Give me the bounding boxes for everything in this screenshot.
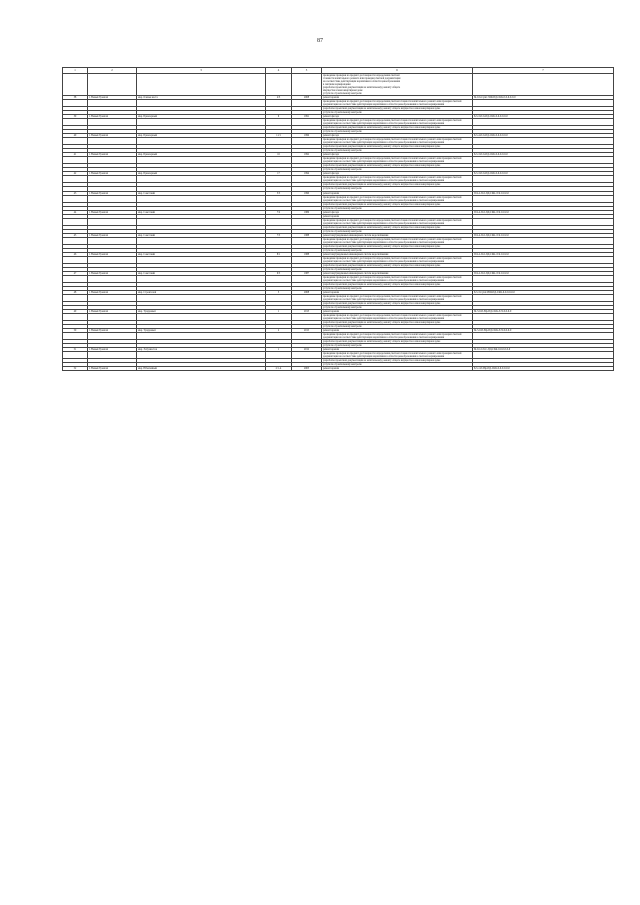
cell xyxy=(63,256,88,263)
cell xyxy=(292,256,322,263)
year-cell: 1994 xyxy=(292,172,322,176)
street-cell: мкр. Приозерный xyxy=(137,134,266,138)
cell xyxy=(292,333,322,340)
work-description: услуги по строительному контролю xyxy=(322,248,473,252)
column-header: 3 xyxy=(137,68,266,74)
work-description: разработка проектной документации на капитальному ремонту общего имущества в многоквартирном доме xyxy=(322,359,473,363)
work-type-cell: ремонт кровли xyxy=(322,96,473,100)
cell xyxy=(63,138,88,145)
street-cell: мкр. Строителей xyxy=(137,290,266,294)
column-header: 4 xyxy=(266,68,292,74)
cell xyxy=(292,275,322,282)
year-cell: 2015 xyxy=(292,329,322,333)
continuation-line: разработка проектной документации на капитальному ремонту общего xyxy=(323,86,401,90)
cell xyxy=(266,138,292,145)
year-cell: 1999 xyxy=(292,134,322,138)
cell xyxy=(266,294,292,301)
work-description: разработка проектной документации на капитальному ремонту общего имущества в многоквартирном доме xyxy=(322,126,473,130)
cell xyxy=(63,237,88,244)
year-cell: 1988 xyxy=(292,252,322,256)
row-number: 38 xyxy=(63,96,88,100)
work-description: разработка проектной документации на капитальному ремонту общего имущества в многоквартирном доме xyxy=(322,340,473,344)
object-code-cell: Б-5-3-П-6-ПД-СКК-0-0-0-0-0-0 xyxy=(473,153,614,157)
work-description: услуги по строительному контролю xyxy=(322,286,473,290)
table-subrow xyxy=(63,237,614,244)
cell xyxy=(137,74,266,96)
cell xyxy=(473,314,614,321)
work-description: разработка проектной документации на капитальному ремонту общего имущества в многоквартирном доме xyxy=(322,244,473,248)
work-description: разработка проектной документации на капитальному ремонту общего имущества в многоквартирном доме xyxy=(322,282,473,286)
object-code-cell: П-9-2-П-6-ПД-СКК-Л-Ч-0-0-0-0 xyxy=(473,252,614,256)
row-number: 42 xyxy=(63,172,88,176)
cell xyxy=(88,275,137,282)
work-description: проведение проверки на предмет достоверности определения сметной стоимости капитального ремонта или проверки сметной документации на соответствие действующим нормативам в области ценообразования в сметном нормировании xyxy=(322,157,473,164)
house-cell: 1 xyxy=(266,309,292,313)
city-cell: г. Новый Уренгой xyxy=(88,96,137,100)
house-cell: 17 xyxy=(266,172,292,176)
work-description: услуги по строительному контролю xyxy=(322,363,473,367)
cell xyxy=(266,195,292,202)
cell xyxy=(88,157,137,164)
work-description: разработка проектной документации на капитальному ремонту общего имущества в многоквартирном доме xyxy=(322,301,473,305)
street-cell: мкр. Тундровый xyxy=(137,329,266,333)
work-type-cell: ремонт кровли xyxy=(322,290,473,294)
work-description: разработка проектной документации на капитальному ремонту общего имущества в многоквартирном доме xyxy=(322,263,473,267)
cell xyxy=(266,74,292,96)
capital-repair-table xyxy=(62,67,614,371)
row-number: 44 xyxy=(63,210,88,214)
cell xyxy=(322,74,473,96)
work-description: разработка проектной документации на капитальному ремонту общего имущества в многоквартирном доме xyxy=(322,164,473,168)
cell xyxy=(63,195,88,202)
street-cell: мкр. Приозерный xyxy=(137,115,266,119)
cell xyxy=(63,218,88,225)
table-subrow xyxy=(63,218,614,225)
work-description: услуги по строительному контролю xyxy=(322,344,473,348)
cell xyxy=(137,218,266,225)
year-cell: 2003 xyxy=(292,367,322,371)
object-code-cell: М-3-0-П-Вф-ПД-СКК-Л-Ч-0-0-0-0 xyxy=(473,309,614,313)
work-description: разработка проектной документации на капитальному ремонту общего имущества в многоквартирном доме xyxy=(322,321,473,325)
cell xyxy=(473,237,614,244)
street-cell: мкр. Советский xyxy=(137,191,266,195)
cell xyxy=(63,294,88,301)
street-cell: мкр. Энтузиастов xyxy=(137,348,266,352)
continuation-line: стоимости капитального ремонта или проверки сметной документации xyxy=(323,77,401,81)
object-code-cell: М-9-12-П-С-ПД-СКК-0-0-0-0-0-0 xyxy=(473,348,614,352)
cell xyxy=(292,119,322,126)
object-code-cell: Б-5-3-П-6-ПД-СКК-0-0-0-0-0-0 xyxy=(473,172,614,176)
year-cell: 1990 xyxy=(292,191,322,195)
cell xyxy=(292,138,322,145)
city-cell: г. Новый Уренгой xyxy=(88,153,137,157)
row-number: 51 xyxy=(63,348,88,352)
city-cell: г. Новый Уренгой xyxy=(88,191,137,195)
work-description: проведение проверки на предмет достоверности определения сметной стоимости капитального ремонта или проверки сметной документации на соответствие действующим нормативам в области ценообразования в сметном нормировании xyxy=(322,333,473,340)
house-cell: 7/2 xyxy=(266,210,292,214)
work-type-cell: ремонт кровли xyxy=(322,348,473,352)
cell xyxy=(292,352,322,359)
year-cell: 2008 xyxy=(292,96,322,100)
cell xyxy=(473,176,614,183)
cell xyxy=(473,294,614,301)
row-number: 40 xyxy=(63,134,88,138)
table-subrow xyxy=(63,119,614,126)
cell xyxy=(473,100,614,107)
work-type-cell: ремонт внутридомовых инженерных систем водоснабжения xyxy=(322,233,473,237)
city-cell: г. Новый Уренгой xyxy=(88,233,137,237)
cell xyxy=(266,157,292,164)
cell xyxy=(473,119,614,126)
work-description: услуги по строительному контролю xyxy=(322,111,473,115)
work-description: услуги по строительному контролю xyxy=(322,305,473,309)
work-description: проведение проверки на предмет достоверности определения сметной стоимости капитального ремонта или проверки сметной документации на соответствие действующим нормативам в области ценообразования в сметном нормировании xyxy=(322,176,473,183)
table-subrow xyxy=(63,314,614,321)
cell xyxy=(292,195,322,202)
cell xyxy=(137,195,266,202)
cell xyxy=(266,176,292,183)
cell xyxy=(137,256,266,263)
page-number: 87 xyxy=(317,38,323,44)
row-number: 43 xyxy=(63,191,88,195)
cell xyxy=(266,275,292,282)
row-number: 47 xyxy=(63,271,88,275)
table-subrow xyxy=(63,138,614,145)
year-cell: 1987 xyxy=(292,271,322,275)
house-cell: 1 xyxy=(266,348,292,352)
house-cell: 3/5 xyxy=(266,191,292,195)
house-cell: 9/5 xyxy=(266,271,292,275)
cell xyxy=(266,314,292,321)
house-cell: 16 xyxy=(266,153,292,157)
cell xyxy=(63,314,88,321)
work-type-cell: ремонт фасада xyxy=(322,115,473,119)
city-cell: г. Новый Уренгой xyxy=(88,271,137,275)
row-number: 45 xyxy=(63,233,88,237)
work-description: проведение проверки на предмет достоверности определения сметной стоимости капитального ремонта или проверки сметной документации на соответствие действующим нормативам в области ценообразования в сметном нормировании xyxy=(322,237,473,244)
cell xyxy=(292,100,322,107)
row-number: 41 xyxy=(63,153,88,157)
cell xyxy=(292,237,322,244)
work-description: проведение проверки на предмет достоверности определения сметной стоимости капитального ремонта или проверки сметной документации на соответствие действующим нормативам в области ценообразования в сметном нормировании xyxy=(322,138,473,145)
cell xyxy=(63,119,88,126)
column-header: 1 xyxy=(63,68,88,74)
city-cell: г. Новый Уренгой xyxy=(88,367,137,371)
table-subrow xyxy=(63,195,614,202)
row-number: 50 xyxy=(63,329,88,333)
house-cell: 7/5 xyxy=(266,233,292,237)
work-description: услуги по строительному контролю xyxy=(322,229,473,233)
cell xyxy=(137,294,266,301)
cell xyxy=(63,176,88,183)
cell xyxy=(292,74,322,96)
work-description: проведение проверки на предмет достоверности определения сметной стоимости капитального ремонта или проверки сметной документации на соответствие действующим нормативам в области ценообразования в сметном нормировании xyxy=(322,294,473,301)
city-cell: г. Новый Уренгой xyxy=(88,172,137,176)
cell xyxy=(266,218,292,225)
work-description: услуги по строительному контролю xyxy=(322,168,473,172)
cell xyxy=(473,275,614,282)
street-cell: мкр. Юбилейный xyxy=(137,367,266,371)
house-cell: 2 xyxy=(266,329,292,333)
cell xyxy=(137,100,266,107)
table-row xyxy=(63,367,614,371)
work-type-cell: ремонт кровли xyxy=(322,329,473,333)
object-code-cell: М-5-0-П-Вф-ПД-СКК-Л-Ч-0-0-0-0 xyxy=(473,329,614,333)
work-type-cell: ремонт фасада xyxy=(322,134,473,138)
year-cell: 2012 xyxy=(292,348,322,352)
cell xyxy=(137,314,266,321)
continuation-line: на соответствие действующим нормативам в области ценообразования xyxy=(323,80,400,84)
cell xyxy=(137,176,266,183)
work-description: проведение проверки на предмет достоверности определения сметной стоимости капитального ремонта или проверки сметной документации на соответствие действующим нормативам в области ценообразования в сметном нормировании xyxy=(322,256,473,263)
cell xyxy=(88,176,137,183)
work-description: услуги по строительному контролю xyxy=(322,267,473,271)
column-header: 5 xyxy=(292,68,322,74)
work-description: услуги по строительному контролю xyxy=(322,149,473,153)
work-description: услуги по строительному контролю xyxy=(322,206,473,210)
cell xyxy=(88,195,137,202)
column-header: 6 xyxy=(322,68,473,74)
house-cell: 11/1 xyxy=(266,134,292,138)
city-cell: г. Новый Уренгой xyxy=(88,115,137,119)
cell xyxy=(266,119,292,126)
table-subrow xyxy=(63,352,614,359)
object-code-cell: Б-5-4-П-6-ПД-СКК-0-0-0-0-0-0 xyxy=(473,134,614,138)
cell xyxy=(88,100,137,107)
object-code-cell: Б-5-3-П-6-ПД-СКК-0-0-0-0-0-0 xyxy=(473,115,614,119)
cell xyxy=(137,275,266,282)
cell xyxy=(63,333,88,340)
object-code-cell: П-9-2-П-6-ПД-СКК-Л-Ч-0-0-0-0 xyxy=(473,271,614,275)
cell xyxy=(473,333,614,340)
year-cell: 1986 xyxy=(292,210,322,214)
work-description: услуги по строительному контролю xyxy=(322,187,473,191)
cell xyxy=(63,352,88,359)
table-subrow xyxy=(63,176,614,183)
cell xyxy=(88,119,137,126)
work-description: проведение проверки на предмет достоверности определения сметной стоимости капитального ремонта или проверки сметной документации на соответствие действующим нормативам в области ценообразования в сметном нормировании xyxy=(322,352,473,359)
street-cell: мкр. Советский xyxy=(137,233,266,237)
cell xyxy=(88,218,137,225)
city-cell: г. Новый Уренгой xyxy=(88,348,137,352)
cell xyxy=(266,256,292,263)
object-code-cell: М-0-6-Сушт-ЧШ-ПД-СКК-0-0-0-0-0-0 xyxy=(473,96,614,100)
year-cell: 1988 xyxy=(292,233,322,237)
work-description: услуги по строительному контролю xyxy=(322,325,473,329)
cell xyxy=(292,218,322,225)
street-cell: мкр. Приозерный xyxy=(137,172,266,176)
work-description: проведение проверки на предмет достоверности определения сметной стоимости капитального ремонта или проверки сметной документации на соответствие действующим нормативам в области ценообразования в сметном нормировании xyxy=(322,100,473,107)
city-cell: г. Новый Уренгой xyxy=(88,309,137,313)
cell xyxy=(137,119,266,126)
street-cell: мкр. Тундровый xyxy=(137,309,266,313)
street-cell: мкр. Оленья каста xyxy=(137,96,266,100)
city-cell: г. Новый Уренгой xyxy=(88,329,137,333)
column-header: 2 xyxy=(88,68,137,74)
cell xyxy=(88,256,137,263)
work-description: проведение проверки на предмет достоверности определения сметной стоимости капитального ремонта или проверки сметной документации на соответствие действующим нормативам в области ценообразования в сметном нормировании xyxy=(322,275,473,282)
table-subrow xyxy=(63,256,614,263)
cell xyxy=(88,237,137,244)
work-description: разработка проектной документации на капитальному ремонту общего имущества в многоквартирном доме xyxy=(322,107,473,111)
year-cell: 2008 xyxy=(292,290,322,294)
cell xyxy=(292,294,322,301)
work-type-cell: ремонт кровли xyxy=(322,191,473,195)
cell xyxy=(266,352,292,359)
object-code-cell: Б-5-1-П-Вф-ПД-СКК-0-0-0-0-0-0 xyxy=(473,367,614,371)
cell xyxy=(473,138,614,145)
cell xyxy=(63,74,88,96)
cell xyxy=(88,333,137,340)
work-description: разработка проектной документации на капитальному ремонту общего имущества в многоквартирном доме xyxy=(322,145,473,149)
cell xyxy=(137,333,266,340)
work-description: разработка проектной документации на капитальному ремонту общего имущества в многоквартирном доме xyxy=(322,183,473,187)
object-code-cell: П-9-4-П-6-ПД-СКК-Л-Ч-0-0-0-0 xyxy=(473,233,614,237)
work-description: проведение проверки на предмет достоверности определения сметной стоимости капитального ремонта или проверки сметной документации на соответствие действующим нормативам в области ценообразования в сметном нормировании xyxy=(322,314,473,321)
table-subrow xyxy=(63,157,614,164)
street-cell: мкр. Советский xyxy=(137,252,266,256)
object-code-cell: П-9-2-П-6-ПД-СКК-Л-Ч-0-0-0-0 xyxy=(473,191,614,195)
house-cell: 8/1 xyxy=(266,252,292,256)
city-cell: г. Новый Уренгой xyxy=(88,210,137,214)
cell xyxy=(473,195,614,202)
cell xyxy=(137,352,266,359)
work-description: проведение проверки на предмет достоверности определения сметной стоимости капитального ремонта или проверки сметной документации на соответствие действующим нормативам в области ценообразования в сметном нормировании xyxy=(322,218,473,225)
cell xyxy=(88,74,137,96)
continuation-line: в сметном нормировании xyxy=(323,83,351,87)
object-code-cell: Б-5-3-Сушт-ВШ-ПД-СКК-0-0-0-0-0-0 xyxy=(473,290,614,294)
cell xyxy=(473,157,614,164)
table-subrow xyxy=(63,333,614,340)
house-cell: 9 xyxy=(266,115,292,119)
continuation-line: имущества в многоквартирном доме xyxy=(323,89,363,93)
work-type-cell: ремонт фасада xyxy=(322,172,473,176)
work-description: разработка проектной документации на капитальному ремонту общего имущества в многоквартирном доме xyxy=(322,225,473,229)
table-subrow xyxy=(63,275,614,282)
street-cell: мкр. Советский xyxy=(137,210,266,214)
cell xyxy=(473,218,614,225)
work-description: услуги по строительному контролю xyxy=(322,130,473,134)
cell xyxy=(63,100,88,107)
work-type-cell: ремонт внутридомовых инженерных систем водоснабжения xyxy=(322,271,473,275)
house-cell: 4/3 xyxy=(266,96,292,100)
house-cell: 3 xyxy=(266,290,292,294)
continuation-line: услуги по строительному контролю xyxy=(323,92,362,96)
year-cell: 1992 xyxy=(292,153,322,157)
column-header: 7 xyxy=(473,68,614,74)
work-type-cell: ремонт фасада xyxy=(322,210,473,214)
street-cell: мкр. Советский xyxy=(137,271,266,275)
continuation-row xyxy=(63,74,614,96)
row-number: 39 xyxy=(63,115,88,119)
work-type-cell: ремонт кровли xyxy=(322,309,473,313)
continuation-line: проведение проверки на предмет достоверности определения сметной xyxy=(323,74,400,77)
cell xyxy=(88,294,137,301)
cell xyxy=(292,314,322,321)
city-cell: г. Новый Уренгой xyxy=(88,252,137,256)
cell xyxy=(137,157,266,164)
cell xyxy=(266,237,292,244)
cell xyxy=(292,176,322,183)
street-cell: мкр. Приозерный xyxy=(137,153,266,157)
row-number: 46 xyxy=(63,252,88,256)
work-description: ремонт кровли xyxy=(322,214,473,218)
work-type-cell: ремонт внутридомовых инженерных систем водоснабжения xyxy=(322,252,473,256)
work-type-cell: ремонт кровли xyxy=(322,367,473,371)
cell xyxy=(137,138,266,145)
row-number: 48 xyxy=(63,290,88,294)
cell xyxy=(473,74,614,96)
cell xyxy=(266,333,292,340)
table-subrow xyxy=(63,294,614,301)
city-cell: г. Новый Уренгой xyxy=(88,134,137,138)
row-number: 52 xyxy=(63,367,88,371)
year-cell: 1991 xyxy=(292,115,322,119)
cell xyxy=(88,314,137,321)
work-description: проведение проверки на предмет достоверности определения сметной стоимости капитального ремонта или проверки сметной документации на соответствие действующим нормативам в области ценообразования в сметном нормировании xyxy=(322,119,473,126)
cell xyxy=(137,237,266,244)
cell xyxy=(63,275,88,282)
work-type-cell: ремонт фасада xyxy=(322,153,473,157)
row-number: 49 xyxy=(63,309,88,313)
cell xyxy=(88,352,137,359)
table-subrow xyxy=(63,100,614,107)
year-cell: 2013 xyxy=(292,309,322,313)
work-description: разработка проектной документации на капитальному ремонту общего имущества в многоквартирном доме xyxy=(322,202,473,206)
house-cell: 2/1 А xyxy=(266,367,292,371)
object-code-cell: П-9-4-П-6-ПД-СКК-Л-Ч-0-0-0-0 xyxy=(473,210,614,214)
cell xyxy=(473,256,614,263)
cell xyxy=(292,157,322,164)
work-description: проведение проверки на предмет достоверности определения сметной стоимости капитального ремонта или проверки сметной документации на соответствие действующим нормативам в области ценообразования в сметном нормировании xyxy=(322,195,473,202)
cell xyxy=(473,352,614,359)
cell xyxy=(88,138,137,145)
city-cell: г. Новый Уренгой xyxy=(88,290,137,294)
cell xyxy=(63,157,88,164)
cell xyxy=(266,100,292,107)
